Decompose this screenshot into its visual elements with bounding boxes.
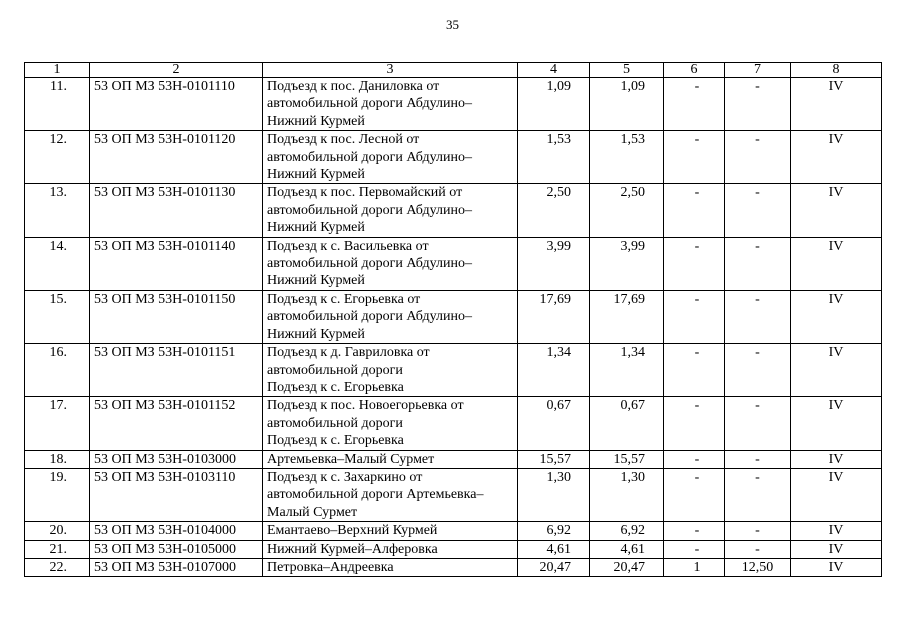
road-id-cell: 53 ОП МЗ 53Н-0105000	[90, 540, 263, 558]
road-name-line: Малый Сурмет	[267, 504, 358, 520]
road-name-cell	[263, 522, 518, 540]
column-6-cell: -	[664, 184, 725, 237]
road-name-line: автомобильной дороги Абдулино–	[267, 256, 472, 272]
road-name-line: Нижний Курмей–Алферовка	[267, 541, 438, 557]
category-cell: IV	[791, 184, 882, 237]
page-number: 35	[446, 17, 459, 32]
row-number: 16.	[25, 344, 90, 397]
row-number: 22.	[25, 558, 90, 576]
length-cell: 1,34	[518, 344, 590, 397]
table-row	[25, 344, 882, 397]
column-6-cell: -	[664, 344, 725, 397]
road-name-line: Нижний Курмей	[267, 273, 365, 289]
row-number: 20.	[25, 522, 90, 540]
road-name-cell	[263, 450, 518, 468]
header-row	[25, 63, 882, 78]
road-name-line: Нижний Курмей	[267, 326, 365, 342]
road-name-cell	[263, 237, 518, 290]
road-id-cell: 53 ОП МЗ 53Н-0101110	[90, 78, 263, 131]
road-name-cell	[263, 540, 518, 558]
road-name-line: Подъезд к пос. Лесной от	[267, 132, 420, 148]
category-cell: IV	[791, 344, 882, 397]
road-name-line: Подъезд к с. Егорьевка	[267, 433, 404, 449]
row-number: 13.	[25, 184, 90, 237]
roads-table	[24, 62, 882, 577]
road-name-line: автомобильной дороги	[267, 415, 403, 431]
table-row	[25, 468, 882, 521]
column-6-cell: -	[664, 78, 725, 131]
row-number: 11.	[25, 78, 90, 131]
length-cell: 15,57	[518, 450, 590, 468]
column-7-cell: 12,50	[725, 558, 791, 576]
category-cell: IV	[791, 397, 882, 450]
road-name-line: автомобильной дороги Абдулино–	[267, 96, 472, 112]
table-row	[25, 131, 882, 184]
category-cell: IV	[791, 450, 882, 468]
road-name-line: Нижний Курмей	[267, 167, 365, 183]
length-cell: 3,99	[518, 237, 590, 290]
table-row	[25, 397, 882, 450]
table-body	[25, 78, 882, 577]
road-name-line: автомобильной дороги Абдулино–	[267, 149, 472, 165]
table-row	[25, 522, 882, 540]
column-7-cell: -	[725, 344, 791, 397]
column-6-cell: -	[664, 237, 725, 290]
length-cell: 4,61	[518, 540, 590, 558]
road-id-cell: 53 ОП МЗ 53Н-0103000	[90, 450, 263, 468]
road-name-line: Артемьевка–Малый Сурмет	[267, 451, 435, 467]
length-total-cell: 0,67	[590, 397, 664, 450]
road-name-line: Подъезд к с. Захаркино от	[267, 469, 423, 485]
road-name-line: Подъезд к с. Васильевка от	[267, 238, 429, 254]
column-6-cell: -	[664, 450, 725, 468]
road-id-cell: 53 ОП МЗ 53Н-0107000	[90, 558, 263, 576]
column-7-cell: -	[725, 522, 791, 540]
road-name-line: Нижний Курмей	[267, 220, 365, 236]
category-cell: IV	[791, 131, 882, 184]
road-id-cell: 53 ОП МЗ 53Н-0103110	[90, 468, 263, 521]
road-name-cell	[263, 78, 518, 131]
column-header: 5	[590, 63, 664, 78]
row-number: 12.	[25, 131, 90, 184]
road-name-line: Подъезд к пос. Новоегорьевка от	[267, 398, 464, 414]
length-total-cell: 15,57	[590, 450, 664, 468]
column-7-cell: -	[725, 184, 791, 237]
column-header: 4	[518, 63, 590, 78]
column-7-cell: -	[725, 237, 791, 290]
column-6-cell: -	[664, 290, 725, 343]
road-name-line: Подъезд к с. Егорьевка	[267, 379, 404, 395]
row-number: 14.	[25, 237, 90, 290]
column-header: 2	[90, 63, 263, 78]
length-cell: 1,09	[518, 78, 590, 131]
road-name-line: Подъезд к пос. Первомайский от	[267, 185, 463, 201]
row-number: 15.	[25, 290, 90, 343]
row-number: 21.	[25, 540, 90, 558]
length-total-cell: 1,53	[590, 131, 664, 184]
length-total-cell: 1,34	[590, 344, 664, 397]
length-cell: 1,53	[518, 131, 590, 184]
column-7-cell: -	[725, 540, 791, 558]
column-6-cell: -	[664, 397, 725, 450]
road-name-cell	[263, 558, 518, 576]
road-id-cell: 53 ОП МЗ 53Н-0101120	[90, 131, 263, 184]
length-total-cell: 17,69	[590, 290, 664, 343]
column-7-cell: -	[725, 468, 791, 521]
category-cell: IV	[791, 290, 882, 343]
road-id-cell: 53 ОП МЗ 53Н-0101150	[90, 290, 263, 343]
column-header: 8	[791, 63, 882, 78]
length-total-cell: 1,30	[590, 468, 664, 521]
column-7-cell: -	[725, 450, 791, 468]
road-id-cell: 53 ОП МЗ 53Н-0101151	[90, 344, 263, 397]
column-6-cell: -	[664, 522, 725, 540]
length-cell: 20,47	[518, 558, 590, 576]
category-cell: IV	[791, 540, 882, 558]
length-cell: 17,69	[518, 290, 590, 343]
length-cell: 0,67	[518, 397, 590, 450]
category-cell: IV	[791, 468, 882, 521]
row-number: 17.	[25, 397, 90, 450]
road-name-cell	[263, 131, 518, 184]
road-name-line: автомобильной дороги Артемьевка–	[267, 487, 484, 503]
category-cell: IV	[791, 522, 882, 540]
column-6-cell: -	[664, 131, 725, 184]
length-total-cell: 3,99	[590, 237, 664, 290]
table-row	[25, 540, 882, 558]
length-total-cell: 1,09	[590, 78, 664, 131]
length-total-cell: 20,47	[590, 558, 664, 576]
road-id-cell: 53 ОП МЗ 53Н-0101130	[90, 184, 263, 237]
row-number: 18.	[25, 450, 90, 468]
column-header: 1	[25, 63, 90, 78]
column-header: 7	[725, 63, 791, 78]
road-name-cell	[263, 184, 518, 237]
table-row	[25, 237, 882, 290]
length-cell: 6,92	[518, 522, 590, 540]
road-name-line: автомобильной дороги Абдулино–	[267, 202, 472, 218]
road-name-cell	[263, 290, 518, 343]
column-7-cell: -	[725, 397, 791, 450]
category-cell: IV	[791, 237, 882, 290]
category-cell: IV	[791, 558, 882, 576]
category-cell: IV	[791, 78, 882, 131]
table-row	[25, 78, 882, 131]
column-6-cell: -	[664, 468, 725, 521]
road-name-line: Емантаево–Верхний Курмей	[267, 523, 438, 539]
road-name-line: автомобильной дороги	[267, 362, 403, 378]
column-header: 6	[664, 63, 725, 78]
column-7-cell: -	[725, 78, 791, 131]
road-name-line: Подъезд к пос. Даниловка от	[267, 79, 440, 94]
road-name-line: автомобильной дороги Абдулино–	[267, 309, 472, 325]
length-cell: 2,50	[518, 184, 590, 237]
column-6-cell: 1	[664, 558, 725, 576]
table-row	[25, 450, 882, 468]
road-name-cell	[263, 344, 518, 397]
column-6-cell: -	[664, 540, 725, 558]
road-id-cell: 53 ОП МЗ 53Н-0101140	[90, 237, 263, 290]
road-name-line: Подъезд к с. Егорьевка от	[267, 291, 421, 307]
road-id-cell: 53 ОП МЗ 53Н-0101152	[90, 397, 263, 450]
road-name-line: Петровка–Андреевка	[267, 559, 394, 575]
length-total-cell: 4,61	[590, 540, 664, 558]
length-total-cell: 2,50	[590, 184, 664, 237]
column-7-cell: -	[725, 131, 791, 184]
road-name-line: Подъезд к д. Гавриловка от	[267, 345, 430, 361]
column-7-cell: -	[725, 290, 791, 343]
road-name-cell	[263, 468, 518, 521]
column-header: 3	[263, 63, 518, 78]
row-number: 19.	[25, 468, 90, 521]
road-name-cell	[263, 397, 518, 450]
table-row	[25, 184, 882, 237]
road-id-cell: 53 ОП МЗ 53Н-0104000	[90, 522, 263, 540]
table-row	[25, 558, 882, 576]
table-row	[25, 290, 882, 343]
length-cell: 1,30	[518, 468, 590, 521]
road-name-line: Нижний Курмей	[267, 113, 365, 129]
length-total-cell: 6,92	[590, 522, 664, 540]
